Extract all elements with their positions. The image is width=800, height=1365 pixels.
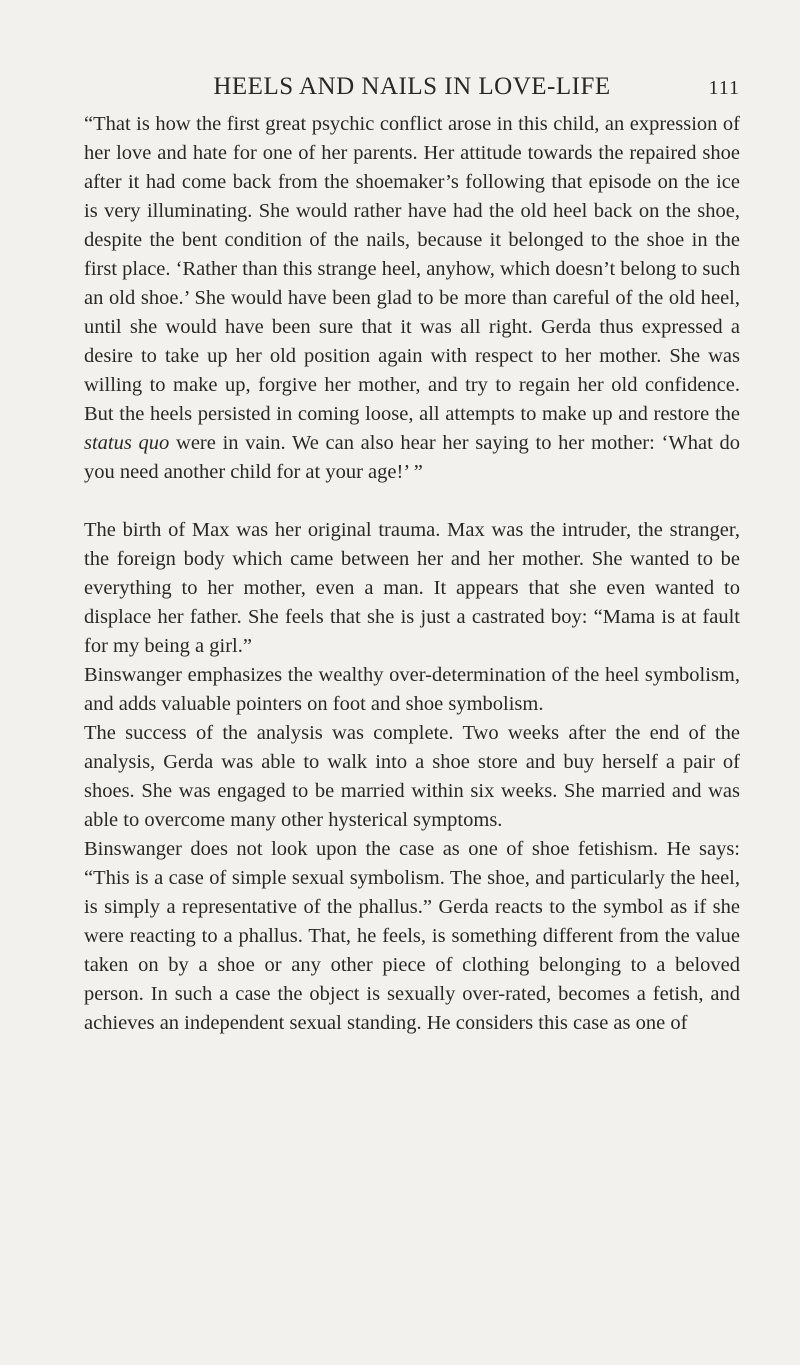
paragraph-text: “That is how the first great psychic conflict arose in this child, an expression of her love and hate for one of her parents. Her attitude towards the repaired shoe after it had come back from the shoemaker’s following that episode on the ice is very illuminating. She would rather have had the old heel back on the shoe, despite the bent condition of the nails, because it belonged to the shoe in the first place. ‘Rather than this strange heel, anyhow, which doesn’t belong to such an old shoe.’ She would have been glad to be more than careful of the old heel, until she would have been sure that it was all right. Gerda thus expressed a desire to take up her old position again with respect to her mother. She was willing to make up, forgive her mother, and try to regain her old confidence. But the heels persisted in coming loose, all attempts to make up and restore the bbox=[84, 113, 740, 425]
italic-term: status quo bbox=[84, 432, 170, 454]
page-number: 111 bbox=[708, 77, 740, 99]
paragraph: The success of the analysis was complete. Two weeks after the end of the analysis, Gerda was able to walk into a shoe store and buy herself a pair of shoes. She was engaged to be married within six weeks. She married and was able to overcome many other hysterical symptoms. bbox=[84, 722, 740, 831]
paragraph: Binswanger does not look upon the case as one of shoe fetishism. He says: “This is a case of simple sexual symbolism. The shoe, and particularly the heel, is simply a representative of the phallus.” Gerda reacts to the symbol as if she were reacting to a phallus. That, he feels, is something different from the value taken on by a shoe or any other piece of clothing belonging to a beloved person. In such a case the object is sexually over-rated, becomes a fetish, and achieves an independent sexual standing. He considers this case as one of bbox=[84, 838, 740, 1034]
paragraph: The birth of Max was her original trauma. Max was the intruder, the stranger, the foreign body which came between her and her mother. She wanted to be everything to her mother, even a man. It appears that she even wanted to displace her father. She feels that she is just a castrated boy: “Mama is at fault for my being a girl.” bbox=[84, 519, 740, 657]
running-title: HEELS AND NAILS IN LOVE-LIFE bbox=[213, 73, 611, 100]
running-head bbox=[84, 70, 740, 104]
paragraph-text: were in vain. We can also hear her saying to her mother: ‘What do you need another child for at your age!’ ” bbox=[84, 432, 740, 483]
paragraph: Binswanger emphasizes the wealthy over-determination of the heel symbolism, and adds valuable pointers on foot and shoe symbolism. bbox=[84, 664, 740, 715]
paragraph-quote bbox=[84, 110, 740, 487]
body-text bbox=[84, 110, 740, 1038]
